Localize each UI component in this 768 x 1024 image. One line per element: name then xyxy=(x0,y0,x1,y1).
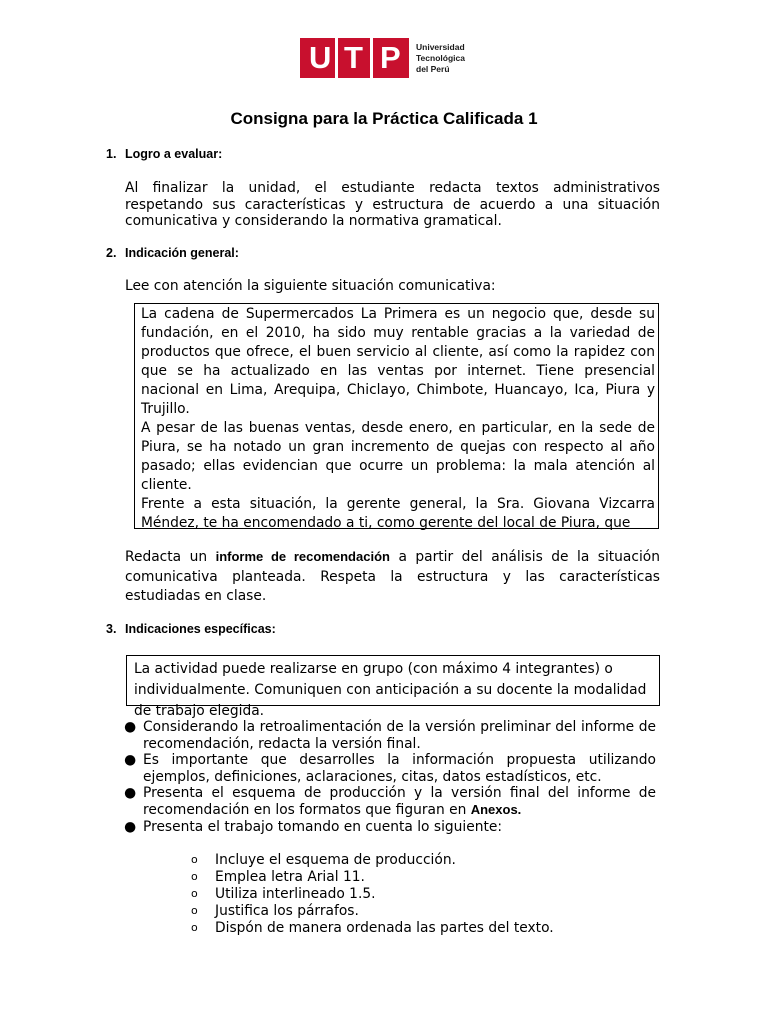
logo-mark xyxy=(300,38,409,78)
instruction-bold: informe de recomendación xyxy=(215,549,390,564)
logo-line-3: del Perú xyxy=(416,63,450,74)
sub-list-item xyxy=(190,886,554,903)
section-2-intro: Lee con atención la siguiente situación comunicativa: xyxy=(125,278,496,294)
utp-logo xyxy=(300,38,465,78)
case-paragraph: A pesar de las buenas ventas, desde enero, en particular, en la sede de Piura, se ha notado un gran incremento de quejas con respecto al año pasado; ellas evidencian que ocurre un problema: la mala atención al cliente. xyxy=(141,420,655,493)
instruction-text: Redacta un xyxy=(125,549,216,565)
section-1-text: Al finalizar la unidad, el estudiante redacta textos administrativos respetando sus características y estructura de acuerdo a una situación comunicativa y considerando la normativa gramatical. xyxy=(125,180,660,230)
section-3-heading xyxy=(106,622,276,636)
section-2-instruction xyxy=(125,547,660,607)
sub-list-item xyxy=(190,852,554,869)
bullet-icon: ● xyxy=(124,752,137,769)
list-item xyxy=(124,752,656,785)
case-paragraph: La cadena de Supermercados La Primera es un negocio que, desde su fundación, en el 2010, ha sido muy rentable gracias a la variedad de productos que ofrece, el buen servicio al cliente, así como la rapidez con que se ha actualizado en las ventas por internet. Tiene presencial nacional en Lima, Arequipa, Chiclayo, Chimbote, Huancayo, Ica, Piura y Trujillo. xyxy=(141,306,655,417)
section-3-title: Indicaciones específicas: xyxy=(125,622,276,636)
list-item-text: Presenta el trabajo tomando en cuenta lo siguiente: xyxy=(143,818,503,835)
list-item-text: Considerando la retroalimentación de la versión preliminar del informe de recomendación, redacta la versión final. xyxy=(143,719,656,752)
instructions-list xyxy=(124,719,656,835)
section-2-title: Indicación general: xyxy=(125,246,239,260)
circle-bullet-icon: o xyxy=(191,853,198,866)
list-item xyxy=(124,785,656,818)
sub-list-item xyxy=(190,903,554,920)
sub-list-item-text: Incluye el esquema de producción. xyxy=(215,852,456,868)
list-item xyxy=(124,819,656,836)
sub-list-item-text: Utiliza interlineado 1.5. xyxy=(215,885,376,902)
list-item-bold: Anexos. xyxy=(470,801,522,817)
sub-list-item-text: Justifica los párrafos. xyxy=(215,902,359,919)
document-title: Consigna para la Práctica Calificada 1 xyxy=(230,109,538,128)
logo-separator xyxy=(335,38,338,78)
logo-wordmark xyxy=(416,42,465,75)
case-box xyxy=(134,303,659,529)
circle-bullet-icon: o xyxy=(191,869,198,883)
case-paragraph: Frente a esta situación, la gerente general, la Sra. Giovana Vizcarra Méndez, te ha encomendado a ti, como gerente del local de Piura, que xyxy=(141,496,655,531)
bullet-icon: ● xyxy=(124,719,137,735)
section-1-heading xyxy=(106,147,222,161)
sub-list-item xyxy=(190,920,554,937)
bullet-icon: ● xyxy=(124,818,137,835)
case-text xyxy=(141,305,655,533)
section-2-heading xyxy=(106,246,239,260)
modality-box xyxy=(126,655,660,719)
logo-letter-t: T xyxy=(344,40,363,75)
section-3-number: 3. xyxy=(106,622,117,636)
sub-list-item-text: Emplea letra Arial 11. xyxy=(215,868,365,885)
logo-letter-p: P xyxy=(380,40,401,75)
section-1-number: 1. xyxy=(106,147,117,161)
logo-line-1: Universidad xyxy=(416,41,465,52)
sub-list-item-text: Dispón de manera ordenada las partes del texto. xyxy=(215,919,554,936)
circle-bullet-icon: o xyxy=(191,920,198,934)
circle-bullet-icon: o xyxy=(191,903,198,917)
section-1-title: Logro a evaluar: xyxy=(125,147,223,161)
list-item xyxy=(124,719,656,752)
bullet-icon: ● xyxy=(124,785,137,802)
instruction-text: a partir del análisis de la situación comunicativa planteada. Respeta la estructura y las características estudiadas en clase. xyxy=(125,549,660,604)
list-item-text: Presenta el esquema de producción y la versión final del informe de recomendación en los formatos que figuran en xyxy=(143,785,656,818)
modality-text: La actividad puede realizarse en grupo (con máximo 4 integrantes) o individualmente. Comuniquen con anticipación a su docente la modalidad de trabajo elegida. xyxy=(134,661,647,719)
presentation-checklist xyxy=(190,852,554,937)
list-item-text: Es importante que desarrolles la información propuesta utilizando ejemplos, definiciones, aclaraciones, citas, datos estadísticos, etc. xyxy=(143,752,656,785)
logo-line-2: Tecnológica xyxy=(416,52,465,63)
sub-list-item xyxy=(190,869,554,886)
section-2-number: 2. xyxy=(106,246,117,260)
circle-bullet-icon: o xyxy=(191,886,198,900)
logo-separator xyxy=(370,38,373,78)
logo-letter-u: U xyxy=(309,40,332,75)
